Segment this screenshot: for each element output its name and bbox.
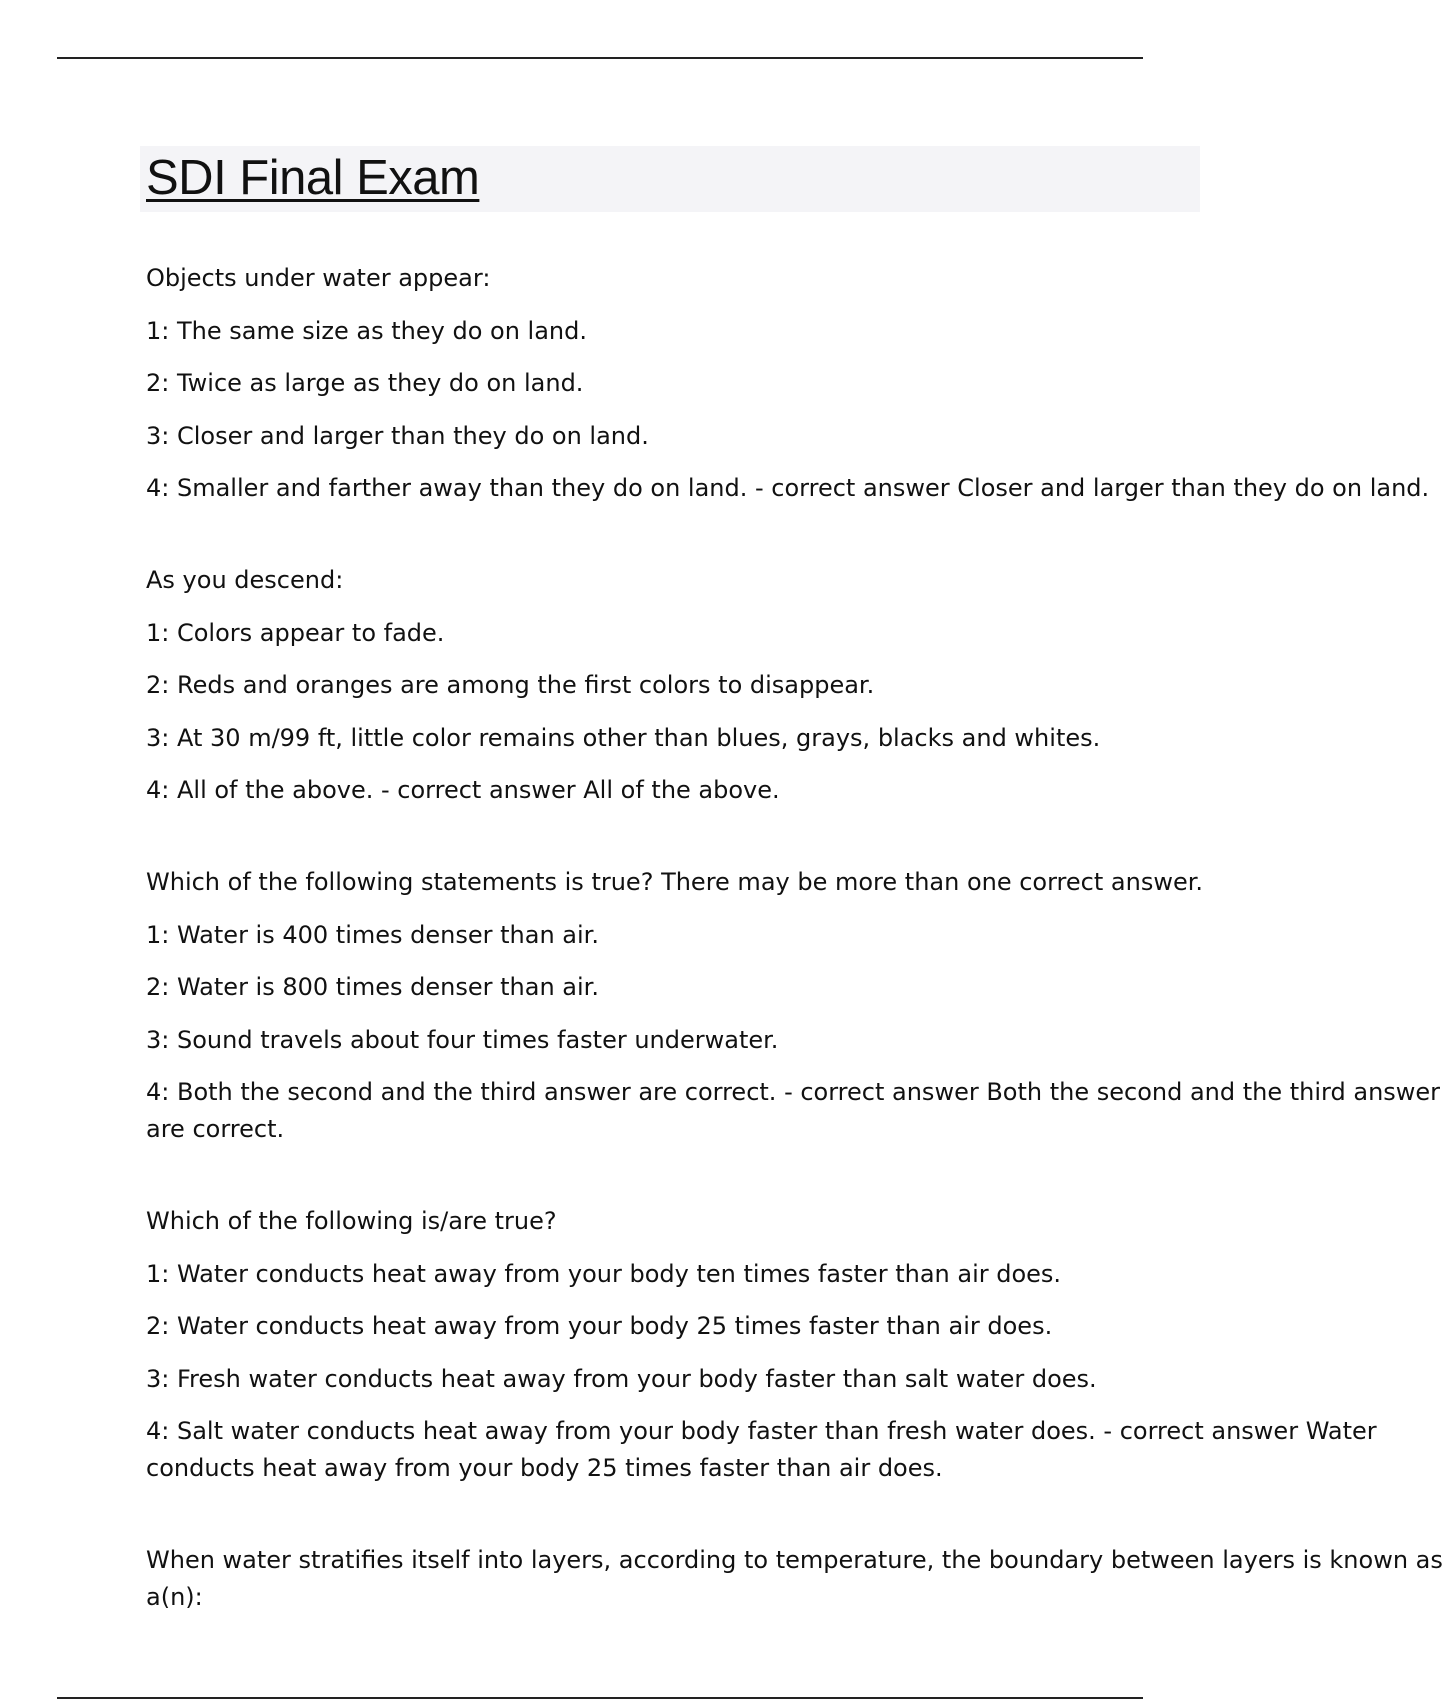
answer-option: 3: Closer and larger than they do on land. bbox=[146, 421, 649, 450]
answer-option: 3: At 30 m/99 ft, little color remains other than blues, grays, blacks and whites. bbox=[146, 723, 1101, 752]
page-title: SDI Final Exam bbox=[146, 151, 480, 205]
answer-option: 1: Water conducts heat away from your body ten times faster than air does. bbox=[146, 1259, 1062, 1288]
question-block-4 bbox=[146, 1203, 1446, 1487]
question-prompt: Objects under water appear: bbox=[146, 264, 491, 292]
answer-option-with-correct-answer: 4: Smaller and farther away than they do on land. - correct answer Closer and larger than they do on land. bbox=[146, 474, 1430, 502]
answer-option: 2: Twice as large as they do on land. bbox=[146, 369, 584, 397]
answer-option-with-correct-answer: 4: All of the above. - correct answer All of the above. bbox=[146, 776, 780, 804]
top-rule bbox=[57, 57, 1143, 59]
answer-option: 1: The same size as they do on land. bbox=[146, 316, 587, 345]
answer-option: 2: Water conducts heat away from your body 25 times faster than air does. bbox=[146, 1312, 1053, 1340]
question-prompt: As you descend: bbox=[146, 566, 344, 594]
question-block-5 bbox=[146, 1542, 1446, 1616]
answer-option: 3: Fresh water conducts heat away from your body faster than salt water does. bbox=[146, 1364, 1097, 1393]
question-block-2 bbox=[146, 562, 1446, 809]
bottom-rule bbox=[57, 1697, 1143, 1699]
document-body bbox=[146, 260, 1446, 1671]
question-block-3 bbox=[146, 864, 1446, 1148]
answer-option-with-correct-answer: 4: Both the second and the third answer are correct. - correct answer Both the second and the third answer are correct. bbox=[146, 1078, 1441, 1143]
answer-option-with-correct-answer: 4: Salt water conducts heat away from your body faster than fresh water does. - correct answer Water conducts heat away from your body 25 times faster than air does. bbox=[146, 1417, 1377, 1482]
question-block-1 bbox=[146, 260, 1446, 507]
question-prompt: Which of the following statements is true? There may be more than one correct answer. bbox=[146, 868, 1204, 896]
question-prompt: When water stratifies itself into layers, according to temperature, the boundary between layers is known as a(n): bbox=[146, 1546, 1443, 1611]
answer-option: 2: Reds and oranges are among the first colors to disappear. bbox=[146, 671, 875, 699]
answer-option: 2: Water is 800 times denser than air. bbox=[146, 973, 599, 1001]
question-prompt: Which of the following is/are true? bbox=[146, 1207, 557, 1235]
answer-option: 3: Sound travels about four times faster underwater. bbox=[146, 1025, 779, 1054]
answer-option: 1: Water is 400 times denser than air. bbox=[146, 920, 599, 949]
answer-option: 1: Colors appear to fade. bbox=[146, 618, 445, 647]
